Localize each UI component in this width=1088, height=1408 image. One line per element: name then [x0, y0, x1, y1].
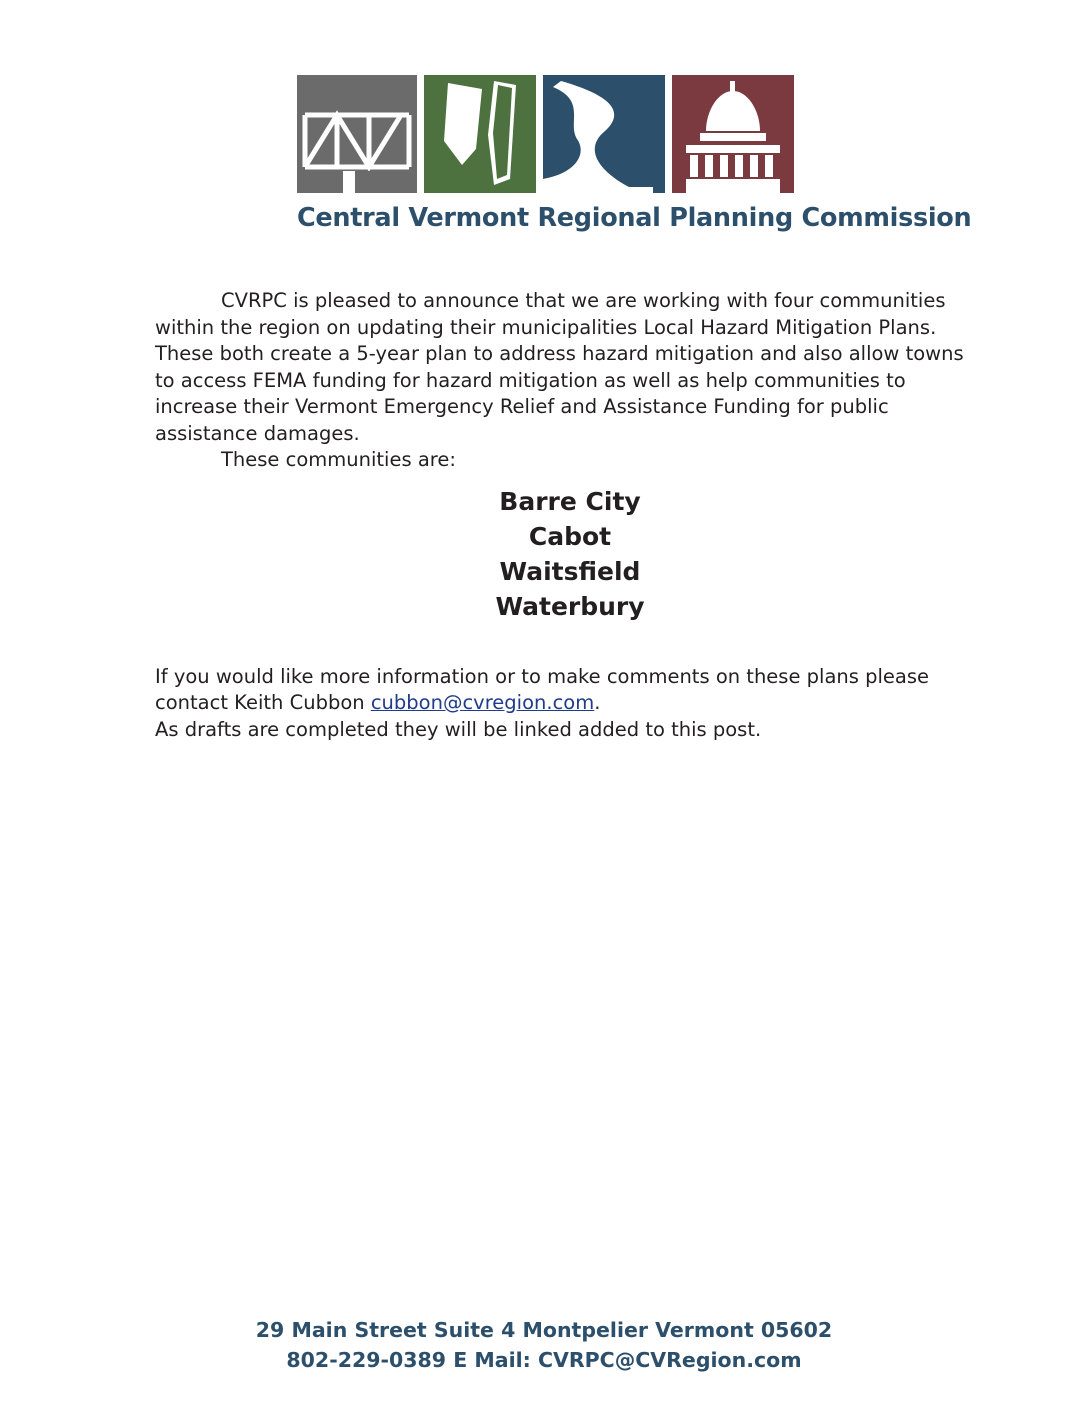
river-mark-icon	[543, 75, 665, 193]
statehouse-dome-mark-icon	[672, 75, 794, 193]
list-item: Barre City	[499, 486, 641, 516]
intro-paragraph	[155, 288, 985, 447]
footer-contact: 802-229-0389 E Mail: CVRPC@CVRegion.com	[286, 1348, 802, 1372]
list-item: Cabot	[528, 521, 612, 551]
bridge-mark-icon	[297, 75, 417, 193]
closing-paragraph: As drafts are completed they will be linked added to this post.	[155, 717, 762, 741]
contact-text-before: If you would like more information or to make comments on these plans please contact Keith Cubbon	[155, 664, 930, 714]
cvrpc-logo	[297, 75, 972, 233]
document-body	[155, 288, 985, 743]
page-footer	[0, 1315, 1088, 1375]
logo-color-panels	[297, 75, 797, 197]
vermont-state-mark-icon	[424, 75, 536, 193]
community-list	[155, 484, 985, 624]
contact-paragraph	[155, 664, 985, 717]
logo-title: Central Vermont Regional Planning Commission	[297, 203, 972, 233]
footer-address: 29 Main Street Suite 4 Montpelier Vermont 05602	[255, 1318, 833, 1342]
list-item: Waitsfield	[499, 556, 641, 586]
contact-text-after: .	[594, 691, 601, 714]
intro-paragraph-text: CVRPC is pleased to announce that we are working with four communities within the region on updating their municipalities Local Hazard Mitigation Plans. These both create a 5-year plan to address hazard mitigation and also allow towns to access FEMA funding for hazard mitigation as well as help communities to increase their Vermont Emergency Relief and Assistance Funding for public assistance damages.	[155, 289, 964, 445]
list-item: Waterbury	[495, 591, 645, 621]
communities-lead-in-text: These communities are:	[221, 448, 456, 471]
contact-email-link[interactable]: cubbon@cvregion.com	[370, 691, 595, 714]
communities-lead-in	[155, 447, 985, 474]
